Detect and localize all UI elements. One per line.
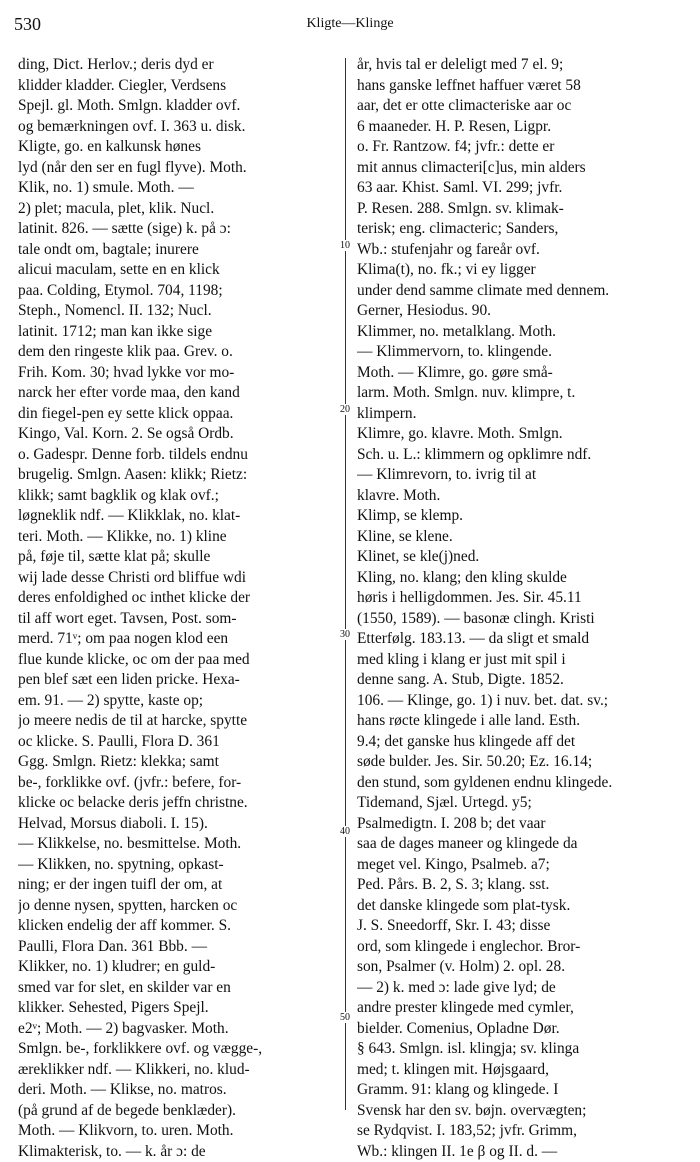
text-line: under dend samme climate med dennem.: [357, 281, 679, 302]
text-line: klavre. Moth.: [357, 486, 679, 507]
text-line: Kline, se klene.: [357, 527, 679, 548]
text-line: Kingo, Val. Korn. 2. Se også Ordb.: [18, 424, 338, 445]
text-line: Psalmedigtn. I. 208 b; det vaar: [357, 814, 679, 835]
text-line: (på grund af de begede benklæder).: [18, 1101, 338, 1122]
text-line: 9.4; det ganske hus klingede aff det: [357, 732, 679, 753]
text-line: klidder kladder. Ciegler, Verdsens: [18, 76, 338, 97]
text-line: Wb.: stufenjahr og fareår ovf.: [357, 240, 679, 261]
text-line: med; t. klingen mit. Højsgaard,: [357, 1060, 679, 1081]
text-line: e2ᵛ; Moth. — 2) bagvasker. Moth.: [18, 1019, 338, 1040]
text-line: latinit. 826. — sætte (sige) k. på ɔ:: [18, 219, 338, 240]
text-line: saa de dages maneer og klingede da: [357, 834, 679, 855]
text-line: larm. Moth. Smlgn. nuv. klimpre, t.: [357, 383, 679, 404]
text-line: terisk; eng. climacteric; Sanders,: [357, 219, 679, 240]
column-divider: [345, 58, 346, 1110]
text-line: § 643. Smlgn. isl. klingja; sv. klinga: [357, 1039, 679, 1060]
text-line: ding, Dict. Herlov.; deris dyd er: [18, 55, 338, 76]
text-line: Svensk har den sv. bøjn. overvægten;: [357, 1101, 679, 1122]
text-line: 63 aar. Khist. Saml. VI. 299; jvfr.: [357, 178, 679, 199]
text-line: klimpern.: [357, 404, 679, 425]
text-line: Tidemand, Sjæl. Urtegd. y5;: [357, 793, 679, 814]
text-line: aar, det er otte climacteriske aar oc: [357, 96, 679, 117]
text-line: Smlgn. be-, forklikkere ovf. og vægge-,: [18, 1039, 338, 1060]
text-line: deres enfoldighed oc inthet klicke der: [18, 588, 338, 609]
running-head: Kligte—Klinge: [14, 16, 686, 32]
text-line: klicken endelig der aff kommer. S.: [18, 916, 338, 937]
text-line: Klimakterisk, to. — k. år ɔ: de: [18, 1142, 338, 1162]
text-line: Steph., Nomencl. II. 132; Nucl.: [18, 301, 338, 322]
text-line: Gerner, Hesiodus. 90.: [357, 301, 679, 322]
text-line: Kling, no. klang; den kling skulde: [357, 568, 679, 589]
left-column: [18, 55, 338, 1162]
text-line: merd. 71ᵛ; om paa nogen klod een: [18, 629, 338, 650]
margin-line-number: 50: [339, 1012, 351, 1023]
text-line: o. Fr. Rantzow. f4; jvfr.: dette er: [357, 137, 679, 158]
text-line: narck her efter vorde maa, den kand: [18, 383, 338, 404]
text-line: din fiegel-pen ey sette klick oppaa.: [18, 404, 338, 425]
text-line: Gramm. 91: klang og klingede. I: [357, 1080, 679, 1101]
text-line: 6 maaneder. H. P. Resen, Ligpr.: [357, 117, 679, 138]
text-line: flue kunde klicke, oc om der paa med: [18, 650, 338, 671]
text-line: Klimmer, no. metalklang. Moth.: [357, 322, 679, 343]
text-line: klicke oc belacke deris jeffn christne.: [18, 793, 338, 814]
text-line: løgneklik ndf. — Klikklak, no. klat-: [18, 506, 338, 527]
text-line: oc klicke. S. Paulli, Flora D. 361: [18, 732, 338, 753]
text-line: til aff wort eget. Tavsen, Post. som-: [18, 609, 338, 630]
text-line: — Klikkelse, no. besmittelse. Moth.: [18, 834, 338, 855]
text-line: dem den ringeste klik paa. Grev. o.: [18, 342, 338, 363]
text-line: — Klimmervorn, to. klingende.: [357, 342, 679, 363]
text-line: P. Resen. 288. Smlgn. sv. klimak-: [357, 199, 679, 220]
text-line: be-, forklikke ovf. (jvfr.: befere, for-: [18, 773, 338, 794]
text-line: tale ondt om, bagtale; inurere: [18, 240, 338, 261]
text-line: 2) plet; macula, plet, klik. Nucl.: [18, 199, 338, 220]
text-line: jo denne nysen, spytten, harcken oc: [18, 896, 338, 917]
text-line: em. 91. — 2) spytte, kaste op;: [18, 691, 338, 712]
text-line: ning; er der ingen tuifl der om, at: [18, 875, 338, 896]
text-line: hans ganske leffnet haffuer været 58: [357, 76, 679, 97]
text-line: — Klikken, no. spytning, opkast-: [18, 855, 338, 876]
page-number: 530: [14, 14, 41, 35]
text-line: J. S. Sneedorff, Skr. I. 43; disse: [357, 916, 679, 937]
text-line: (1550, 1589). — basonæ clingh. Kristi: [357, 609, 679, 630]
margin-line-number: 20: [339, 404, 351, 415]
text-line: høris i helligdommen. Jes. Sir. 45.11: [357, 588, 679, 609]
text-line: Klimre, go. klavre. Moth. Smlgn.: [357, 424, 679, 445]
text-line: wij lade desse Christi ord bliffue wdi: [18, 568, 338, 589]
text-line: Spejl. gl. Moth. Smlgn. kladder ovf.: [18, 96, 338, 117]
text-line: klikker. Sehested, Pigers Spejl.: [18, 998, 338, 1019]
text-line: Klikker, no. 1) kludrer; en guld-: [18, 957, 338, 978]
text-line: Klimp, se klemp.: [357, 506, 679, 527]
text-line: med kling i klang er just mit spil i: [357, 650, 679, 671]
text-line: paa. Colding, Etymol. 704, 1198;: [18, 281, 338, 302]
text-line: — Klimrevorn, to. ivrig til at: [357, 465, 679, 486]
text-line: 106. — Klinge, go. 1) i nuv. bet. dat. sv.;: [357, 691, 679, 712]
text-line: Moth. — Klimre, go. gøre små-: [357, 363, 679, 384]
text-line: på, føje til, sætte klat på; skulle: [18, 547, 338, 568]
text-line: mit annus climacteri[c]us, min alders: [357, 158, 679, 179]
text-line: alicui maculam, sette en en klick: [18, 260, 338, 281]
text-line: og bemærkningen ovf. I. 363 u. disk.: [18, 117, 338, 138]
text-line: pen blef sæt een liden pricke. Hexa-: [18, 670, 338, 691]
text-line: Etterfølg. 183.13. — da sligt et smald: [357, 629, 679, 650]
text-line: Ggg. Smlgn. Rietz: klekka; samt: [18, 752, 338, 773]
text-line: Klik, no. 1) smule. Moth. —: [18, 178, 338, 199]
text-line: den stund, som gyldenen endnu klingede.: [357, 773, 679, 794]
text-line: brugelig. Smlgn. Aasen: klikk; Rietz:: [18, 465, 338, 486]
text-line: Wb.: klingen II. 1e β og II. d. —: [357, 1142, 679, 1162]
text-line: Frih. Kom. 30; hvad lykke vor mo-: [18, 363, 338, 384]
text-line: Sch. u. L.: klimmern og opklimre ndf.: [357, 445, 679, 466]
text-line: klikk; samt bagklik og klak ovf.;: [18, 486, 338, 507]
text-line: son, Psalmer (v. Holm) 2. opl. 28.: [357, 957, 679, 978]
text-line: teri. Moth. — Klikke, no. 1) kline: [18, 527, 338, 548]
margin-line-number: 40: [339, 826, 351, 837]
text-line: lyd (når den ser en fugl flyve). Moth.: [18, 158, 338, 179]
text-line: Helvad, Morsus diaboli. I. 15).: [18, 814, 338, 835]
text-line: Paulli, Flora Dan. 361 Bbb. —: [18, 937, 338, 958]
text-line: — 2) k. med ɔ: lade give lyd; de: [357, 978, 679, 999]
text-line: meget vel. Kingo, Psalmeb. a7;: [357, 855, 679, 876]
text-line: latinit. 1712; man kan ikke sige: [18, 322, 338, 343]
text-line: det danske klingede som plat-tysk.: [357, 896, 679, 917]
text-line: år, hvis tal er deleligt med 7 el. 9;: [357, 55, 679, 76]
text-line: hans røcte klingede i alle land. Esth.: [357, 711, 679, 732]
margin-line-number: 30: [339, 629, 351, 640]
text-line: smed var for slet, en skilder var en: [18, 978, 338, 999]
text-line: Ped. Pårs. B. 2, S. 3; klang. sst.: [357, 875, 679, 896]
right-column: [357, 55, 679, 1162]
text-line: søde bulder. Jes. Sir. 50.20; Ez. 16.14;: [357, 752, 679, 773]
text-line: Kligte, go. en kalkunsk hønes: [18, 137, 338, 158]
text-line: Klima(t), no. fk.; vi ey ligger: [357, 260, 679, 281]
page-header: [14, 14, 686, 38]
margin-line-number: 10: [339, 240, 351, 251]
text-line: Klinet, se kle(j)ned.: [357, 547, 679, 568]
text-line: bielder. Comenius, Opladne Dør.: [357, 1019, 679, 1040]
text-line: æreklikker ndf. — Klikkeri, no. klud-: [18, 1060, 338, 1081]
text-line: se Rydqvist. I. 183,52; jvfr. Grimm,: [357, 1121, 679, 1142]
text-line: andre prester klingede med cymler,: [357, 998, 679, 1019]
text-line: o. Gadespr. Denne forb. tildels endnu: [18, 445, 338, 466]
text-line: deri. Moth. — Klikse, no. matros.: [18, 1080, 338, 1101]
text-line: jo meere nedis de til at harcke, spytte: [18, 711, 338, 732]
text-line: ord, som klingede i englechor. Bror-: [357, 937, 679, 958]
text-line: denne sang. A. Stub, Digte. 1852.: [357, 670, 679, 691]
text-line: Moth. — Klikvorn, to. uren. Moth.: [18, 1121, 338, 1142]
